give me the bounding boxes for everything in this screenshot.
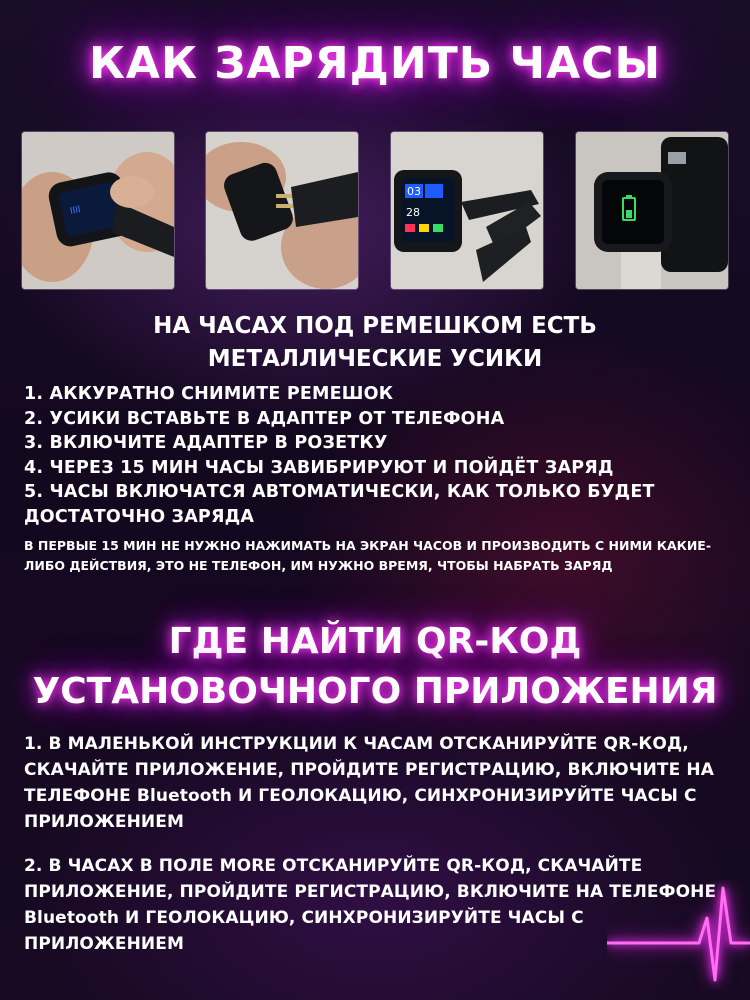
contacts-subtitle — [0, 310, 750, 376]
photo-strip — [22, 132, 728, 289]
charging-step: 2. УСИКИ ВСТАВЬТЕ В АДАПТЕР ОТ ТЕЛЕФОНА — [24, 408, 505, 429]
charging-step: 3. ВКЛЮЧИТЕ АДАПТЕР В РОЗЕТКУ — [24, 433, 388, 453]
charging-step: 4. ЧЕРЕЗ 15 МИН ЧАСЫ ЗАВИБРИРУЮТ И ПОЙДЁТ ЗАРЯД — [24, 457, 614, 478]
watch-with-adapter-photo — [391, 132, 543, 289]
contacts-subtitle-line-2: МЕТАЛЛИЧЕСКИЕ УСИКИ — [207, 346, 543, 372]
qr-instruction-1: 1. В МАЛЕНЬКОЙ ИНСТРУКЦИИ К ЧАСАМ ОТСКАНИРУЙТЕ QR-КОД, СКАЧАЙТЕ ПРИЛОЖЕНИЕ, ПРОЙДИТЕ РЕГИСТРАЦИЮ, ВКЛЮЧИТЕ НА ТЕЛЕФОНЕ Bluetooth И ГЕОЛОКАЦИЮ, СИНХРОНИЗИРУЙТЕ ЧАСЫ С ПРИЛОЖЕНИЕМ — [24, 734, 714, 832]
qr-instruction-2: 2. В ЧАСАХ В ПОЛЕ MORE ОТСКАНИРУЙТЕ QR-КОД, СКАЧАЙТЕ ПРИЛОЖЕНИЕ, ПРОЙДИТЕ РЕГИСТРАЦИЮ, ВКЛЮЧИТЕ НА ТЕЛЕФОНЕ Bluetooth И ГЕОЛОКАЦИЮ, СИНХРОНИЗИРУЙТЕ ЧАСЫ С ПРИЛОЖЕНИЕМ — [24, 856, 717, 954]
contacts-subtitle-line-1: НА ЧАСАХ ПОД РЕМЕШКОМ ЕСТЬ — [153, 313, 597, 339]
watch-strap-removal-photo — [22, 132, 174, 289]
charging-step: 1. АККУРАТНО СНИМИТЕ РЕМЕШОК — [24, 384, 394, 404]
charging-note: В ПЕРВЫЕ 15 МИН НЕ НУЖНО НАЖИМАТЬ НА ЭКРАН ЧАСОВ И ПРОИЗВОДИТЬ С НИМИ КАКИЕ-ЛИБО ДЕЙСТВИЯ, ЭТО НЕ ТЕЛЕФОН, ИМ НУЖНО ВРЕМЯ, ЧТОБЫ НАБРАТЬ ЗАРЯД — [24, 538, 712, 573]
svg-text:03: 03 — [407, 185, 421, 198]
qr-title-line-1: ГДЕ НАЙТИ QR-КОД — [168, 621, 582, 662]
qr-title-line-2: УСТАНОВОЧНОГО ПРИЛОЖЕНИЯ — [32, 671, 718, 712]
qr-section-title — [0, 617, 750, 717]
page-title: КАК ЗАРЯДИТЬ ЧАСЫ — [88, 38, 662, 89]
svg-text:IIII: IIII — [69, 204, 82, 217]
charging-step: 5. ЧАСЫ ВКЛЮЧАТСЯ АВТОМАТИЧЕСКИ, КАК ТОЛЬКО БУДЕТ ДОСТАТОЧНО ЗАРЯДА — [24, 482, 655, 527]
watch-contacts-photo — [206, 132, 358, 289]
charging-steps-list — [24, 382, 724, 529]
svg-text:28: 28 — [406, 206, 420, 219]
watch-charging-photo — [576, 132, 728, 289]
heartbeat-pulse-icon — [607, 880, 750, 990]
